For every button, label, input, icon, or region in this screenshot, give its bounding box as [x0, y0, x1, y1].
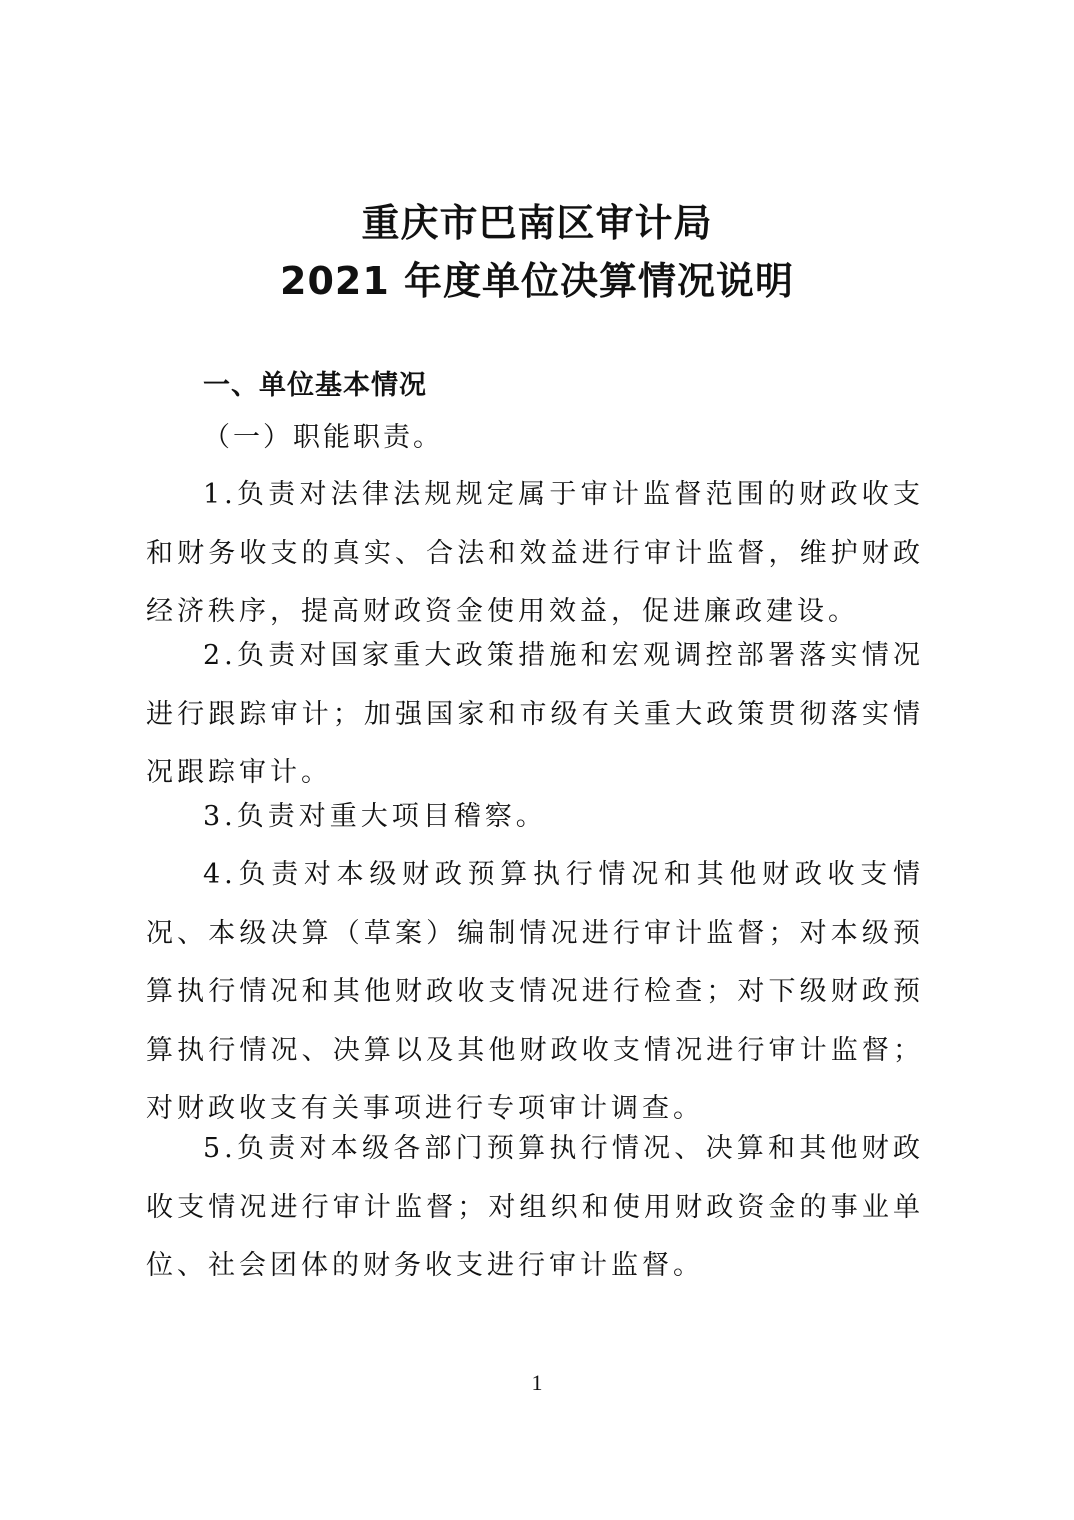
document-title-line1: 重庆市巴南区审计局 — [361, 201, 713, 245]
paragraph-duty-4: 4.负责对本级财政预算执行情况和其他财政收支情况、本级决算（草案）编制情况进行审计监督；对本级预算执行情况和其他财政收支情况进行检查；对下级财政预算执行情况、决算以及其他财政收支情况进行审计监督；对财政收支有关事项进行专项审计调查。 — [146, 859, 924, 1124]
paragraph-duty-1: 1.负责对法律法规规定属于审计监督范围的财政收支和财务收支的真实、合法和效益进行审计监督，维护财政经济秩序，提高财政资金使用效益，促进廉政建设。 — [146, 479, 924, 627]
page-number: 1 — [531, 1370, 543, 1395]
paragraph-duty-5: 5.负责对本级各部门预算执行情况、决算和其他财政收支情况进行审计监督；对组织和使用财政资金的事业单位、社会团体的财务收支进行审计监督。 — [146, 1133, 924, 1281]
section-heading: 一、单位基本情况 — [203, 370, 427, 401]
paragraph-duty-2: 2.负责对国家重大政策措施和宏观调控部署落实情况进行跟踪审计；加强国家和市级有关重大政策贯彻落实情况跟踪审计。 — [146, 640, 924, 788]
document-title-line2: 2021 年度单位决算情况说明 — [280, 259, 794, 303]
sub-heading: （一）职能职责。 — [203, 422, 443, 453]
paragraph-duty-3: 3.负责对重大项目稽察。 — [203, 801, 547, 832]
